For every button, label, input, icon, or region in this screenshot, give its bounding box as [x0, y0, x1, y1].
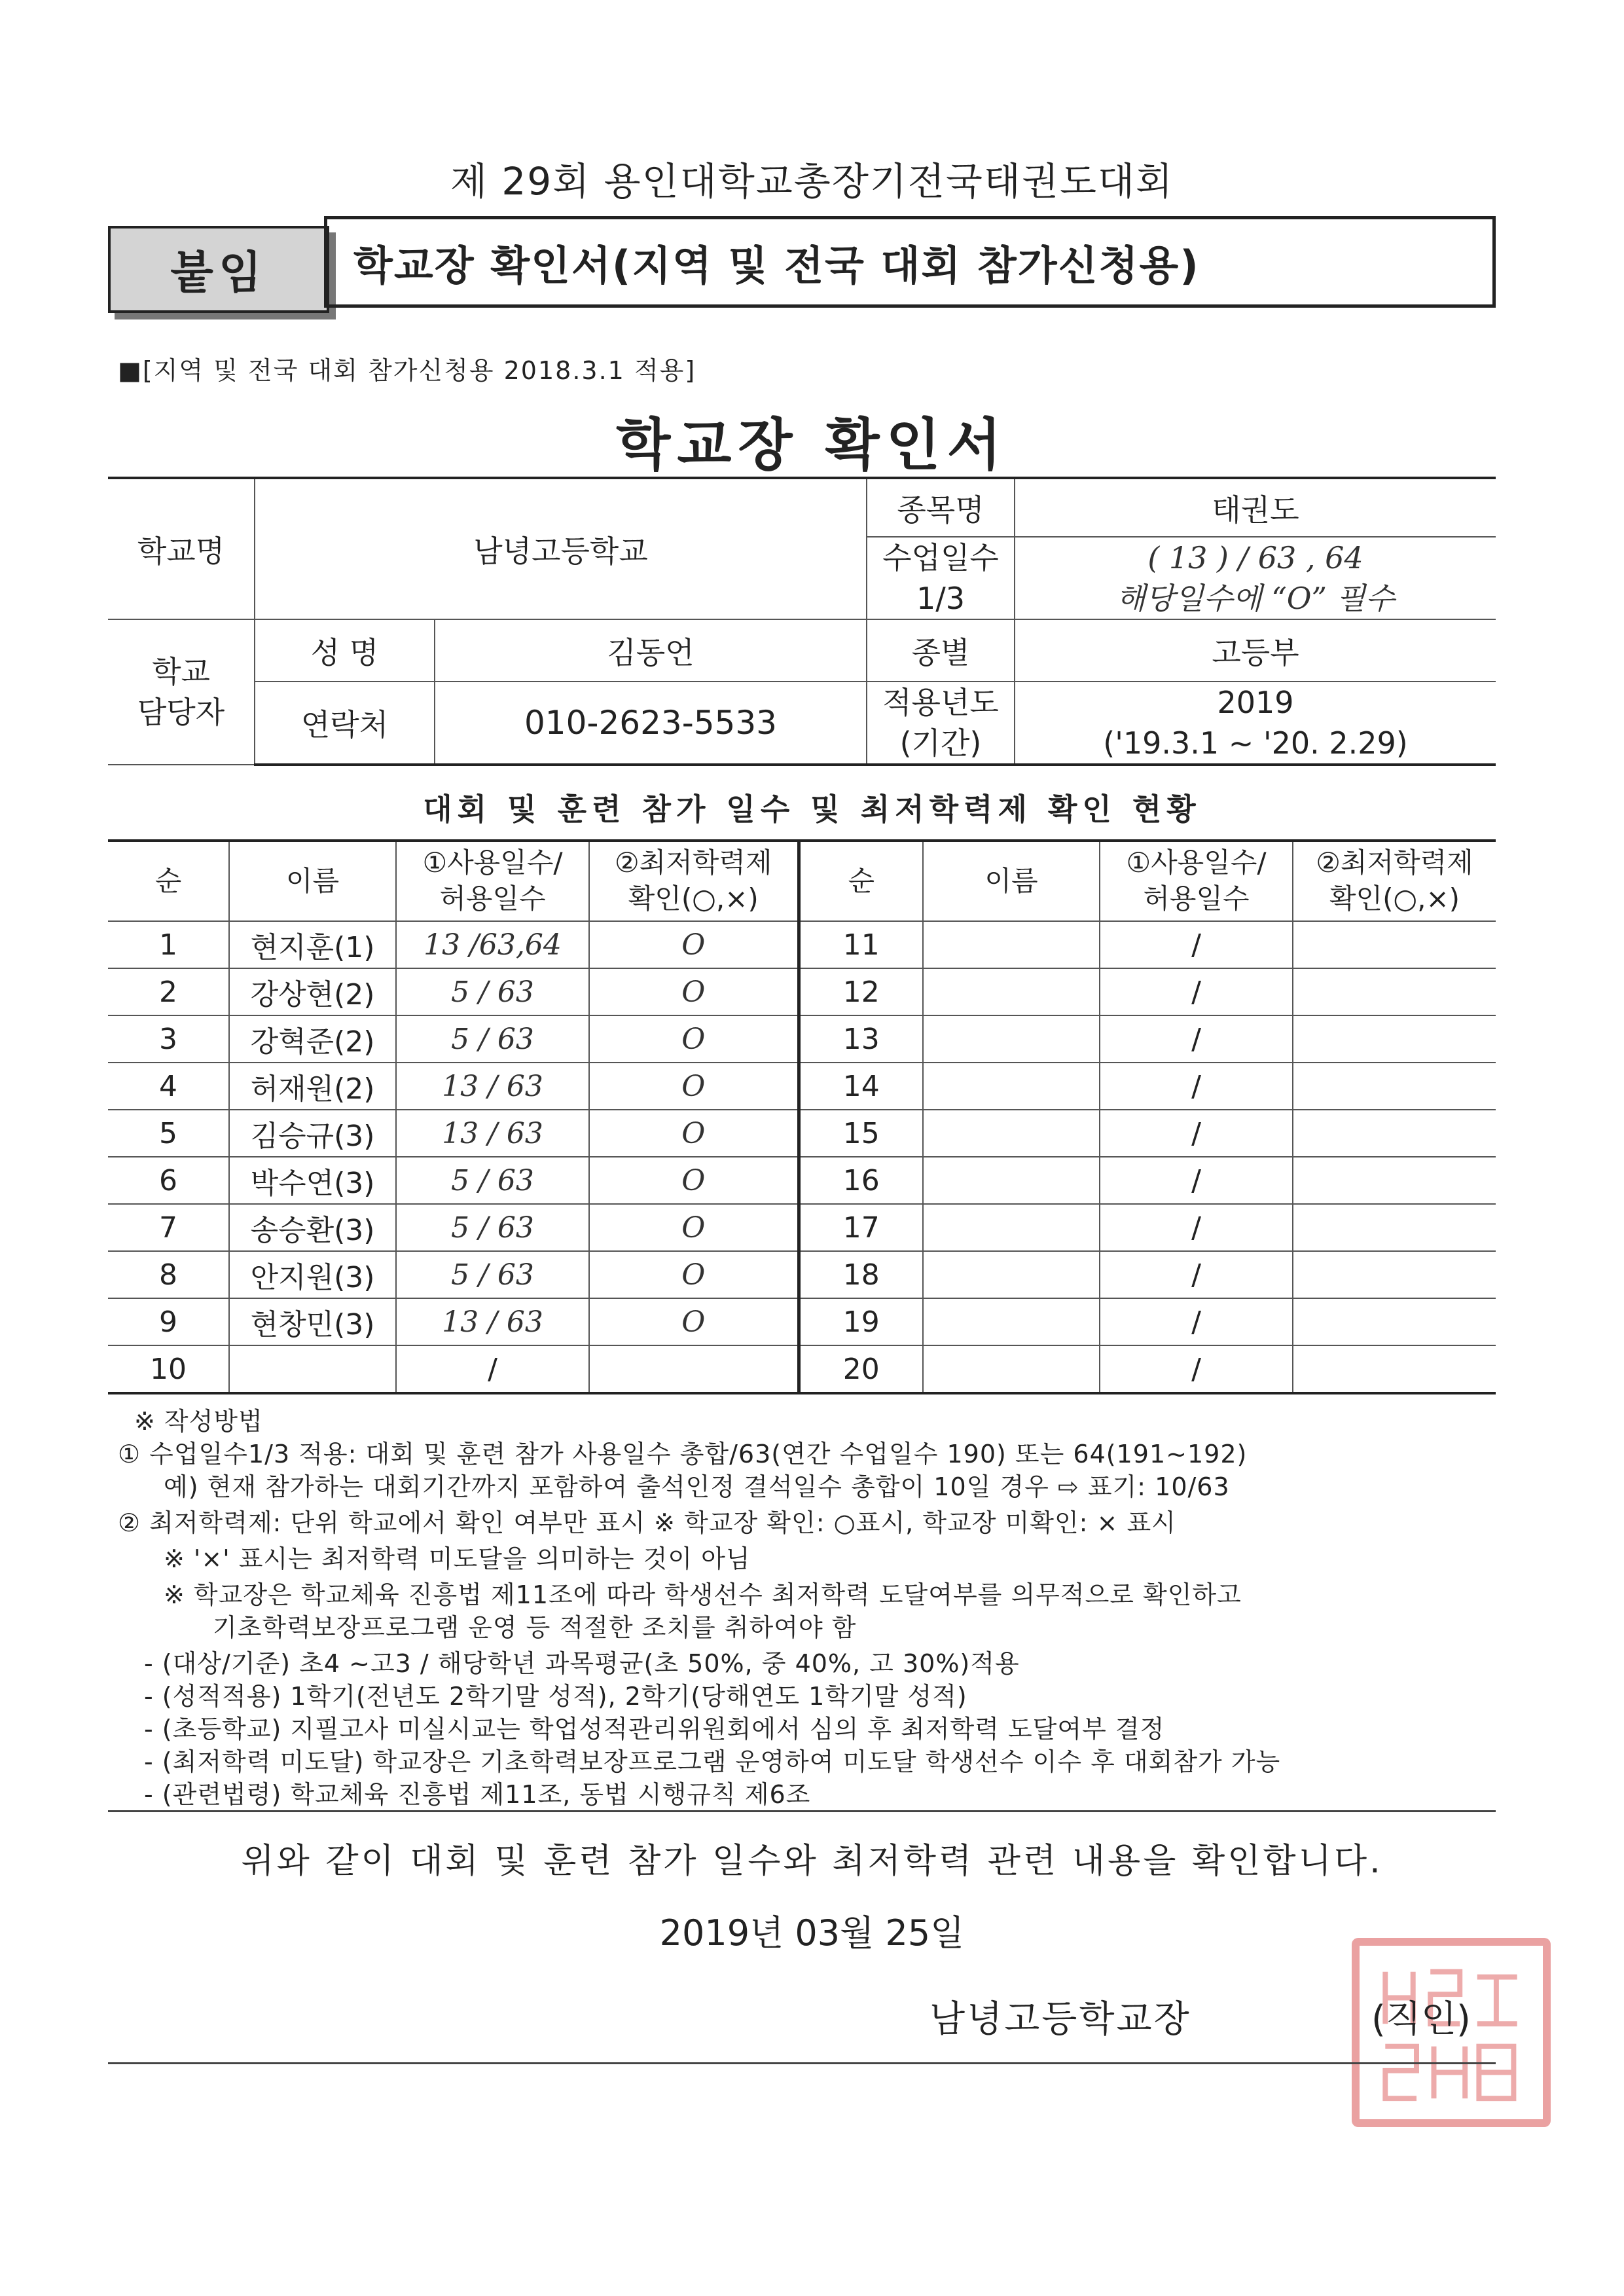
event-value: 태권도 — [1015, 478, 1496, 537]
row-no: 16 — [799, 1157, 923, 1204]
row-check — [1293, 1015, 1496, 1063]
row-name: 송승환(3) — [229, 1204, 396, 1251]
row-name: 현창민(3) — [229, 1298, 396, 1345]
classdays-value-line2: 해당일수에 “O” 필수 — [1116, 581, 1395, 617]
row-days: / — [1100, 1345, 1293, 1393]
row-days: / — [1100, 1298, 1293, 1345]
row-name — [923, 1204, 1100, 1251]
row-no: 12 — [799, 968, 923, 1015]
row-check: O — [589, 1157, 799, 1204]
year-label — [867, 682, 1015, 765]
row-no: 14 — [799, 1063, 923, 1110]
instruction-line: ※ 학교장은 학교체육 진흥법 제11조에 따라 학생선수 최저학력 도달여부를 의무적으로 확인하고 — [164, 1580, 1242, 1609]
row-check: O — [589, 1251, 799, 1298]
year-value-line2: ('19.3.1 ~ '20. 2.29) — [1103, 725, 1408, 761]
row-no: 3 — [108, 1015, 229, 1063]
row-name: 박수연(3) — [229, 1157, 396, 1204]
name-value: 김동언 — [435, 619, 867, 682]
row-check: O — [589, 1204, 799, 1251]
header-days-right — [1100, 841, 1293, 921]
header-no-right: 순 — [799, 841, 923, 921]
table-row — [108, 1204, 1496, 1251]
row-no: 2 — [108, 968, 229, 1015]
row-days: / — [1100, 1015, 1293, 1063]
row-check — [1293, 1204, 1496, 1251]
row-check — [1293, 1157, 1496, 1204]
table-row — [108, 1251, 1496, 1298]
table-row — [108, 1015, 1496, 1063]
row-days: / — [396, 1345, 589, 1393]
row-days: 13 / 63 — [396, 1063, 589, 1110]
row-check — [1293, 1298, 1496, 1345]
instruction-line: 기초학력보장프로그램 운영 등 적절한 조치를 취하여야 함 — [213, 1613, 857, 1642]
instruction-line: ① 수업일수1/3 적용: 대회 및 훈련 참가 사용일수 총합/63(연간 수업일수 190) 또는 64(191~192) — [118, 1440, 1248, 1468]
main-title: 학교장 확인서 — [616, 412, 1008, 478]
classdays-label-line1: 수업일수 — [882, 540, 999, 575]
table-row — [108, 1298, 1496, 1345]
event-title: 제 29회 용인대학교총장기전국태권도대회 — [450, 159, 1174, 204]
header-days-right-line2: 허용일수 — [1143, 883, 1250, 915]
row-name: 강혁준(2) — [229, 1015, 396, 1063]
attachment-label: 붙임 — [108, 226, 329, 313]
row-no: 6 — [108, 1157, 229, 1204]
row-name — [923, 968, 1100, 1015]
table-row — [108, 1063, 1496, 1110]
contact-label — [108, 619, 255, 765]
header-no-left: 순 — [108, 841, 229, 921]
header-check-right-line2: 확인(○,×) — [1329, 883, 1460, 915]
instruction-line: - (성적적용) 1학기(전년도 2학기말 성적), 2학기(당해연도 1학기말 성적) — [144, 1682, 967, 1711]
participants-table — [108, 839, 1496, 1394]
year-label-line1: 적용년도 — [882, 685, 999, 721]
row-name — [923, 1298, 1100, 1345]
row-name: 강상현(2) — [229, 968, 396, 1015]
document-title: 학교장 확인서(지역 및 전국 대회 참가신청용) — [324, 216, 1496, 308]
row-check — [1293, 921, 1496, 968]
row-check: O — [589, 968, 799, 1015]
row-no: 8 — [108, 1251, 229, 1298]
contact-label-line1: 학교 — [152, 654, 210, 690]
row-check — [1293, 1251, 1496, 1298]
row-check: O — [589, 1063, 799, 1110]
header-check-left — [589, 841, 799, 921]
divider — [108, 2062, 1496, 2064]
header-check-left-line1: ②최저학력제 — [614, 847, 772, 879]
phone-value: 010-2623-5533 — [435, 682, 867, 765]
table-row — [108, 921, 1496, 968]
school-name: 남녕고등학교 — [255, 478, 867, 619]
header-days-left-line2: 허용일수 — [439, 883, 546, 915]
table-row — [108, 968, 1496, 1015]
table-row — [108, 1345, 1496, 1393]
row-no: 17 — [799, 1204, 923, 1251]
form-note: ■[지역 및 전국 대회 참가신청용 2018.3.1 적용] — [118, 356, 696, 385]
row-check — [1293, 968, 1496, 1015]
table-row — [108, 1110, 1496, 1157]
row-name: 김승규(3) — [229, 1110, 396, 1157]
row-check: O — [589, 1015, 799, 1063]
row-no: 19 — [799, 1298, 923, 1345]
classdays-label-line2: 1/3 — [916, 581, 965, 617]
row-check: O — [589, 1110, 799, 1157]
row-days: 13 / 63 — [396, 1110, 589, 1157]
header-check-left-line2: 확인(○,×) — [628, 883, 759, 915]
row-name — [923, 1251, 1100, 1298]
row-name — [923, 1015, 1100, 1063]
row-days: / — [1100, 968, 1293, 1015]
row-days: / — [1100, 1110, 1293, 1157]
classdays-label — [867, 537, 1015, 619]
row-days: 13 / 63 — [396, 1298, 589, 1345]
row-days: 5 / 63 — [396, 1204, 589, 1251]
row-name — [923, 1345, 1100, 1393]
instruction-line: - (최저학력 미도달) 학교장은 기초학력보장프로그램 운영하여 미도달 학생선수 이수 후 대회참가 가능 — [144, 1747, 1281, 1776]
row-check — [589, 1345, 799, 1393]
instruction-line: - (관련법령) 학교체육 진흥법 제11조, 동법 시행규칙 제6조 — [144, 1780, 811, 1809]
row-days: / — [1100, 1204, 1293, 1251]
phone-label: 연락처 — [255, 682, 435, 765]
participants-title: 대회 및 훈련 참가 일수 및 최저학력제 확인 현황 — [423, 792, 1201, 827]
instruction-line: - (대상/기준) 초4 ~고3 / 해당학년 과목평균(초 50%, 중 40%, 고 30%)적용 — [144, 1649, 1020, 1678]
row-name — [229, 1345, 396, 1393]
row-days: 13 /63,64 — [396, 921, 589, 968]
row-no: 9 — [108, 1298, 229, 1345]
row-no: 5 — [108, 1110, 229, 1157]
division-label: 종별 — [867, 619, 1015, 682]
row-no: 11 — [799, 921, 923, 968]
name-label: 성 명 — [255, 619, 435, 682]
school-label: 학교명 — [108, 478, 255, 619]
instructions-heading: ※ 작성방법 — [134, 1407, 263, 1436]
row-no: 7 — [108, 1204, 229, 1251]
header-name-right: 이름 — [923, 841, 1100, 921]
row-no: 10 — [108, 1345, 229, 1393]
header-name-left: 이름 — [229, 841, 396, 921]
classdays-value-line1: ( 13 ) / 63 , 64 — [1147, 540, 1363, 575]
classdays-value — [1015, 537, 1496, 619]
header-days-left-line1: ①사용일수/ — [422, 847, 563, 879]
row-no: 13 — [799, 1015, 923, 1063]
row-no: 4 — [108, 1063, 229, 1110]
header-days-left — [396, 841, 589, 921]
row-no: 15 — [799, 1110, 923, 1157]
row-days: / — [1100, 1251, 1293, 1298]
row-check: O — [589, 921, 799, 968]
row-no: 1 — [108, 921, 229, 968]
row-check — [1293, 1063, 1496, 1110]
row-name — [923, 1157, 1100, 1204]
header-days-right-line1: ①사용일수/ — [1126, 847, 1267, 879]
principal-name: 남녕고등학교장 — [929, 1998, 1191, 2041]
instruction-line: ※ '×' 표시는 최저학력 미도달을 의미하는 것이 아님 — [164, 1544, 751, 1573]
instruction-line: ② 최저학력제: 단위 학교에서 확인 여부만 표시 ※ 학교장 확인: ○표시, 학교장 미확인: × 표시 — [118, 1508, 1176, 1537]
contact-label-line2: 담당자 — [137, 695, 225, 731]
school-info-table — [108, 477, 1496, 766]
instruction-line: 예) 현재 참가하는 대회기간까지 포함하여 출석인정 결석일수 총합이 10일 경우 ⇨ 표기: 10/63 — [164, 1472, 1230, 1501]
header-check-right — [1293, 841, 1496, 921]
row-check — [1293, 1110, 1496, 1157]
row-days: / — [1100, 1063, 1293, 1110]
row-check: O — [589, 1298, 799, 1345]
row-no: 20 — [799, 1345, 923, 1393]
row-days: 5 / 63 — [396, 968, 589, 1015]
year-label-line2: (기간) — [899, 725, 982, 761]
year-value — [1015, 682, 1496, 765]
row-name — [923, 1063, 1100, 1110]
division-value: 고등부 — [1015, 619, 1496, 682]
divider — [108, 1810, 1496, 1812]
row-days: 5 / 63 — [396, 1157, 589, 1204]
row-name — [923, 1110, 1100, 1157]
year-value-line1: 2019 — [1217, 685, 1294, 721]
row-no: 18 — [799, 1251, 923, 1298]
seal-mark: (직인) — [1371, 1998, 1471, 2041]
row-name — [923, 921, 1100, 968]
row-name: 허재원(2) — [229, 1063, 396, 1110]
event-label: 종목명 — [867, 478, 1015, 537]
row-name: 현지훈(1) — [229, 921, 396, 968]
instruction-line: - (초등학교) 지필고사 미실시교는 학업성적관리위원회에서 심의 후 최저학력 도달여부 결정 — [144, 1715, 1165, 1743]
row-days: 5 / 63 — [396, 1251, 589, 1298]
row-days: 5 / 63 — [396, 1015, 589, 1063]
row-days: / — [1100, 1157, 1293, 1204]
confirmation-date: 2019년 03월 25일 — [659, 1912, 965, 1954]
confirmation-statement: 위와 같이 대회 및 훈련 참가 일수와 최저학력 관련 내용을 확인합니다. — [241, 1842, 1383, 1881]
header-check-right-line1: ②최저학력제 — [1316, 847, 1473, 879]
table-row — [108, 1157, 1496, 1204]
row-days: / — [1100, 921, 1293, 968]
row-check — [1293, 1345, 1496, 1393]
row-name: 안지원(3) — [229, 1251, 396, 1298]
